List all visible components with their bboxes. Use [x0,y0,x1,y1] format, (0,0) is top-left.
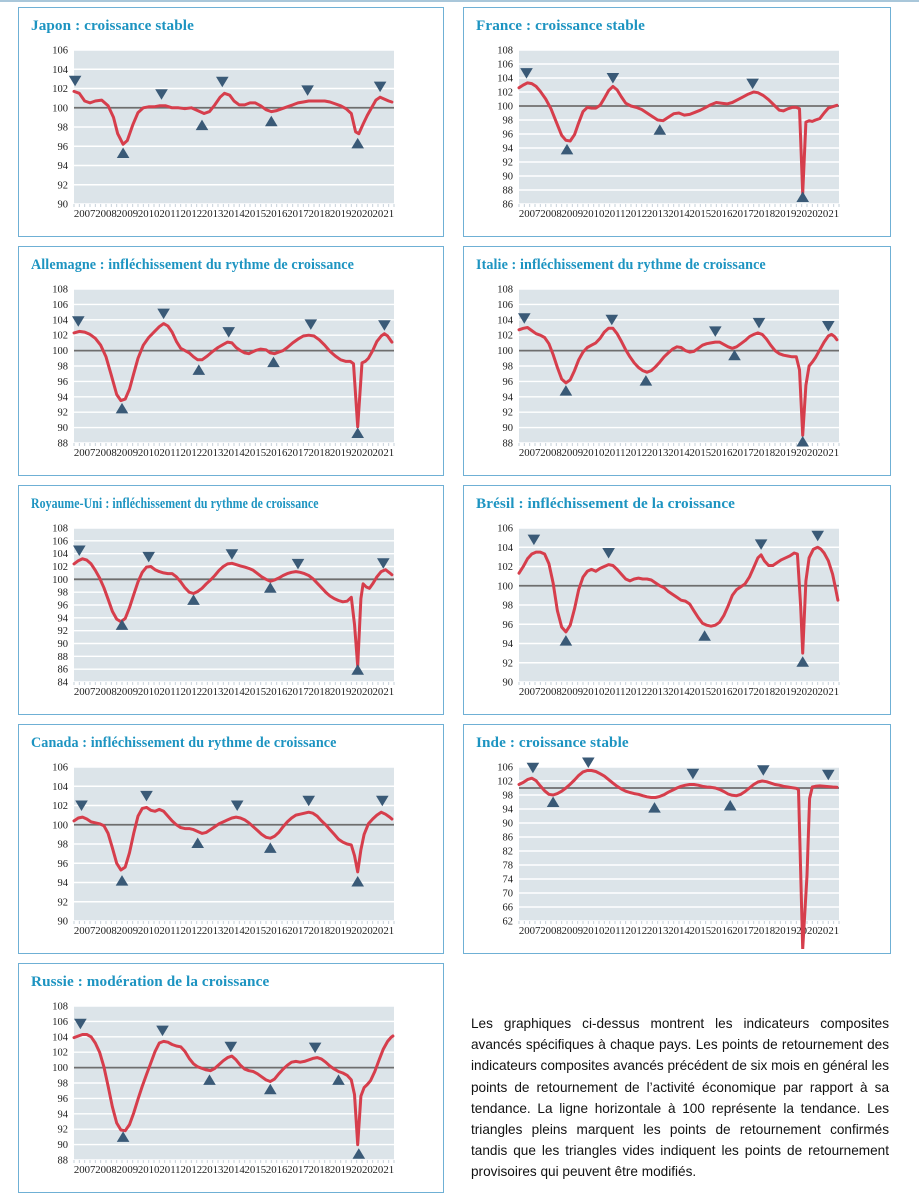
x-tick-label: 2021 [372,447,395,459]
x-tick-label: 2007 [518,925,541,937]
x-tick-label: 2008 [540,447,562,459]
chart-title-royaume-uni: Royaume-Uni : infléchissement du rythme de croissance [31,495,319,512]
y-tick-label: 104 [52,781,68,793]
x-tick-label: 2008 [95,925,117,937]
y-tick-label: 88 [57,651,68,663]
x-tick-label: 2017 [287,925,309,937]
x-tick-label: 2011 [159,925,181,937]
x-tick-label: 2015 [689,925,712,937]
x-tick-label: 2008 [95,1164,117,1176]
x-tick-label: 2009 [561,925,584,937]
chart-title-france: France : croissance stable [476,17,645,34]
x-tick-label: 2010 [582,447,605,459]
x-tick-label: 2007 [73,925,96,937]
y-tick-label: 90 [57,1140,68,1152]
x-tick-label: 2015 [244,686,267,698]
x-tick-label: 2017 [287,208,309,220]
x-tick-label: 2013 [201,925,224,937]
y-tick-label: 104 [497,315,513,327]
y-tick-label: 106 [52,536,68,548]
x-tick-label: 2007 [73,686,96,698]
y-tick-label: 104 [52,549,68,561]
x-tick-label: 2009 [116,447,139,459]
chart-panel-japon [18,7,444,237]
y-tick-label: 98 [57,361,68,373]
x-tick-label: 2008 [95,447,117,459]
y-tick-label: 108 [497,284,513,296]
x-tick-label: 2021 [817,208,840,220]
y-tick-label: 102 [52,801,68,812]
x-tick-label: 2019 [774,447,797,459]
x-tick-label: 2017 [732,447,754,459]
x-tick-label: 2013 [646,686,669,698]
x-tick-label: 2017 [732,925,754,937]
y-tick-label: 98 [57,587,68,599]
x-tick-label: 2007 [73,447,96,459]
x-tick-label: 2013 [201,686,224,698]
x-tick-label: 2019 [774,925,797,937]
y-tick-label: 102 [52,330,68,342]
chart-title-japon: Japon : croissance stable [31,17,194,34]
x-tick-label: 2011 [159,208,181,220]
y-tick-label: 96 [502,129,513,141]
x-tick-label: 2010 [137,925,160,937]
y-tick-label: 62 [502,916,513,928]
x-tick-label: 2015 [689,686,712,698]
x-tick-label: 2009 [561,447,584,459]
chart-panel-royaume-uni [18,485,444,715]
y-tick-label: 100 [52,1063,68,1075]
y-tick-label: 70 [502,888,513,900]
x-tick-label: 2018 [753,686,776,698]
x-tick-label: 2017 [287,1164,309,1176]
x-tick-label: 2011 [159,686,181,698]
x-tick-label: 2019 [774,208,797,220]
y-tick-label: 90 [57,423,68,435]
x-tick-label: 2016 [265,925,288,937]
x-tick-label: 2007 [518,686,541,698]
x-tick-label: 2020 [351,447,373,459]
plot-area [519,50,839,204]
y-tick-label: 94 [502,143,513,155]
y-tick-label: 90 [57,639,68,650]
x-tick-label: 2011 [604,208,626,220]
x-tick-label: 2010 [137,1164,160,1176]
chart-panel-russie [18,963,444,1193]
y-tick-label: 102 [52,1047,68,1059]
x-tick-label: 2016 [710,686,733,698]
chart-panel-bresil [463,485,891,715]
y-tick-label: 100 [497,581,513,593]
y-tick-label: 100 [52,820,68,832]
y-tick-label: 94 [502,804,513,816]
x-tick-label: 2014 [668,925,690,937]
y-tick-label: 98 [57,122,68,134]
france-cli-chart [475,36,877,232]
chart-title-russie: Russie : modération de la croissance [31,973,270,990]
x-tick-label: 2021 [372,1164,395,1176]
explanatory-note: Les graphiques ci-dessus montrent les indicateurs composites avancés spécifiques à chaque pays. Les points de retournement des indicateurs composites avancés précédent de six mois en général les points de retournement de l’activité économique par rapport à sa tendance. La ligne horizontale à 100 représente la tendance. Les triangles pleins marquent les points de retournement confirmés tandis que les triangles vides indiquent les points de retournement provisoires qui peuvent être modifiés. [471,1016,889,1180]
x-tick-label: 2021 [372,208,395,220]
x-tick-label: 2020 [351,925,373,937]
x-tick-label: 2019 [329,208,352,220]
x-tick-label: 2016 [265,1164,288,1176]
y-tick-label: 94 [57,1109,68,1121]
x-tick-label: 2014 [668,447,690,459]
x-tick-label: 2012 [180,925,203,937]
x-tick-label: 2013 [646,208,669,220]
y-tick-label: 78 [502,860,513,872]
chart-title-canada: Canada : infléchissement du rythme de croissance [31,734,337,751]
x-tick-label: 2020 [351,1164,373,1176]
x-tick-label: 2008 [540,686,562,698]
y-tick-label: 94 [57,878,68,889]
x-tick-label: 2016 [710,925,733,937]
x-tick-label: 2019 [329,686,352,698]
canada-cli-chart [30,753,432,949]
x-tick-label: 2009 [116,1164,139,1176]
y-tick-label: 106 [52,299,68,311]
x-tick-label: 2013 [201,447,224,459]
y-tick-label: 108 [52,523,68,535]
x-tick-label: 2018 [308,686,331,698]
y-tick-label: 96 [502,376,513,388]
y-tick-label: 86 [57,664,68,676]
y-tick-label: 92 [502,407,513,419]
x-tick-label: 2012 [180,447,203,459]
y-tick-label: 106 [497,762,513,774]
x-tick-label: 2020 [796,208,818,220]
chart-panel-canada [18,724,444,954]
y-tick-label: 92 [57,897,68,909]
x-tick-label: 2020 [796,686,818,698]
x-tick-label: 2010 [582,925,605,937]
x-tick-label: 2012 [625,447,648,459]
allemagne-cli-chart [30,275,432,471]
x-tick-label: 2015 [244,925,267,937]
y-tick-label: 106 [497,523,513,535]
y-tick-label: 106 [497,59,513,71]
x-tick-label: 2012 [180,1164,203,1176]
chart-panel-italie [463,246,891,476]
y-tick-label: 104 [497,73,513,85]
x-tick-label: 2014 [223,447,245,459]
x-tick-label: 2014 [223,1164,245,1176]
y-tick-label: 102 [497,776,513,788]
x-tick-label: 2007 [73,208,96,220]
y-tick-label: 90 [502,171,513,183]
y-tick-label: 94 [502,639,513,650]
x-tick-label: 2009 [116,686,139,698]
x-tick-label: 2011 [159,1164,181,1176]
y-tick-label: 96 [57,1093,68,1105]
x-tick-label: 2012 [625,686,648,698]
y-tick-label: 106 [52,45,68,57]
x-tick-label: 2020 [796,925,818,937]
x-tick-label: 2015 [689,208,712,220]
y-tick-label: 96 [57,141,68,153]
x-tick-label: 2010 [137,208,160,220]
royaume-uni-cli-chart [30,514,432,710]
x-tick-label: 2011 [604,447,626,459]
x-tick-label: 2012 [180,686,203,698]
y-tick-label: 104 [52,64,68,76]
y-tick-label: 98 [502,115,513,127]
x-tick-label: 2019 [329,925,352,937]
x-tick-label: 2008 [95,208,117,220]
x-tick-label: 2014 [668,208,690,220]
x-tick-label: 2014 [223,208,245,220]
x-tick-label: 2018 [753,208,776,220]
x-tick-label: 2014 [223,686,245,698]
russie-cli-chart [30,992,432,1188]
x-tick-label: 2016 [710,447,733,459]
x-tick-label: 2009 [561,208,584,220]
x-tick-label: 2016 [265,686,288,698]
y-tick-label: 92 [57,1124,68,1136]
y-tick-label: 102 [497,87,513,99]
x-tick-label: 2013 [646,447,669,459]
y-tick-label: 108 [497,45,513,57]
y-tick-label: 90 [502,677,513,689]
y-tick-label: 98 [502,361,513,373]
y-tick-label: 88 [57,438,68,450]
x-tick-label: 2012 [180,208,203,220]
y-tick-label: 108 [52,284,68,296]
x-tick-label: 2020 [796,447,818,459]
x-tick-label: 2013 [646,925,669,937]
x-tick-label: 2008 [95,686,117,698]
y-tick-label: 102 [497,562,513,573]
x-tick-label: 2016 [265,208,288,220]
x-tick-label: 2007 [518,447,541,459]
x-tick-label: 2018 [753,447,776,459]
y-tick-label: 100 [52,103,68,115]
x-tick-label: 2021 [372,686,395,698]
x-tick-label: 2021 [372,925,395,937]
y-tick-label: 92 [57,626,68,638]
y-tick-label: 96 [502,619,513,631]
x-tick-label: 2014 [668,686,690,698]
y-tick-label: 86 [502,832,513,844]
x-tick-label: 2016 [710,208,733,220]
x-tick-label: 2018 [308,925,331,937]
y-tick-label: 94 [57,161,68,172]
x-tick-label: 2019 [329,1164,352,1176]
y-tick-label: 98 [502,790,513,802]
x-tick-label: 2013 [201,1164,224,1176]
y-tick-label: 106 [52,762,68,774]
x-tick-label: 2011 [159,447,181,459]
inde-cli-chart [475,753,877,949]
plot-area [519,767,839,921]
x-tick-label: 2015 [689,447,712,459]
y-tick-label: 104 [497,542,513,554]
x-tick-label: 2021 [817,686,840,698]
y-tick-label: 106 [52,1016,68,1028]
y-tick-label: 86 [502,199,513,211]
x-tick-label: 2008 [540,925,562,937]
x-tick-label: 2015 [244,1164,267,1176]
x-tick-label: 2019 [774,686,797,698]
x-tick-label: 2020 [351,686,373,698]
x-tick-label: 2019 [329,447,352,459]
y-tick-label: 108 [52,1001,68,1013]
y-tick-label: 102 [52,84,68,95]
y-tick-label: 106 [497,299,513,311]
charts-grid [0,7,919,1197]
y-tick-label: 102 [52,562,68,573]
y-tick-label: 90 [502,818,513,830]
y-tick-label: 98 [57,839,68,851]
y-tick-label: 90 [502,423,513,435]
x-tick-label: 2009 [561,686,584,698]
y-tick-label: 94 [57,613,68,625]
japon-cli-chart [30,36,432,232]
x-tick-label: 2009 [116,208,139,220]
x-tick-label: 2007 [73,1164,96,1176]
x-tick-label: 2020 [351,208,373,220]
y-tick-label: 88 [502,438,513,450]
x-tick-label: 2012 [625,208,648,220]
x-tick-label: 2016 [265,447,288,459]
x-tick-label: 2018 [308,208,331,220]
y-tick-label: 102 [497,330,513,342]
x-tick-label: 2015 [244,447,267,459]
chart-panel-allemagne [18,246,444,476]
y-tick-label: 100 [52,346,68,358]
x-tick-label: 2015 [244,208,267,220]
x-tick-label: 2018 [308,447,331,459]
chart-title-allemagne: Allemagne : infléchissement du rythme de croissance [31,256,355,273]
x-tick-label: 2017 [732,208,754,220]
y-tick-label: 104 [52,315,68,327]
chart-title-bresil: Brésil : infléchissement de la croissance [476,495,736,512]
y-tick-label: 100 [497,101,513,113]
top-rule [0,0,919,2]
x-tick-label: 2007 [518,208,541,220]
y-tick-label: 94 [57,392,68,404]
y-tick-label: 92 [57,407,68,419]
y-tick-label: 84 [57,677,68,689]
y-tick-label: 74 [502,874,513,886]
chart-title-italie: Italie : infléchissement du rythme de croissance [476,256,766,273]
y-tick-label: 92 [57,180,68,192]
y-tick-label: 98 [502,600,513,612]
x-tick-label: 2010 [137,686,160,698]
chart-title-inde: Inde : croissance stable [476,734,629,751]
chart-panel-inde [463,724,891,954]
x-tick-label: 2012 [625,925,648,937]
x-tick-label: 2013 [201,208,224,220]
y-tick-label: 98 [57,1078,68,1090]
x-tick-label: 2014 [223,925,245,937]
y-tick-label: 66 [502,902,513,914]
x-tick-label: 2017 [287,447,309,459]
y-tick-label: 100 [52,574,68,586]
x-tick-label: 2021 [817,925,840,937]
x-tick-label: 2021 [817,447,840,459]
x-tick-label: 2017 [732,686,754,698]
y-tick-label: 92 [502,658,513,670]
y-tick-label: 96 [57,376,68,388]
y-tick-label: 96 [57,858,68,870]
bresil-cli-chart [475,514,877,710]
y-tick-label: 94 [502,392,513,404]
y-tick-label: 104 [52,1032,68,1044]
y-tick-label: 90 [57,199,68,211]
y-tick-label: 90 [57,916,68,928]
y-tick-label: 88 [57,1155,68,1167]
x-tick-label: 2018 [753,925,776,937]
x-tick-label: 2011 [604,925,626,937]
italie-cli-chart [475,275,877,471]
x-tick-label: 2010 [137,447,160,459]
x-tick-label: 2017 [287,686,309,698]
y-tick-label: 96 [57,600,68,612]
y-tick-label: 100 [497,346,513,358]
x-tick-label: 2009 [116,925,139,937]
y-tick-label: 92 [502,157,513,169]
y-tick-label: 82 [502,846,513,858]
x-tick-label: 2010 [582,208,605,220]
y-tick-label: 88 [502,185,513,197]
x-tick-label: 2018 [308,1164,331,1176]
x-tick-label: 2008 [540,208,562,220]
x-tick-label: 2010 [582,686,605,698]
x-tick-label: 2011 [604,686,626,698]
chart-panel-france [463,7,891,237]
